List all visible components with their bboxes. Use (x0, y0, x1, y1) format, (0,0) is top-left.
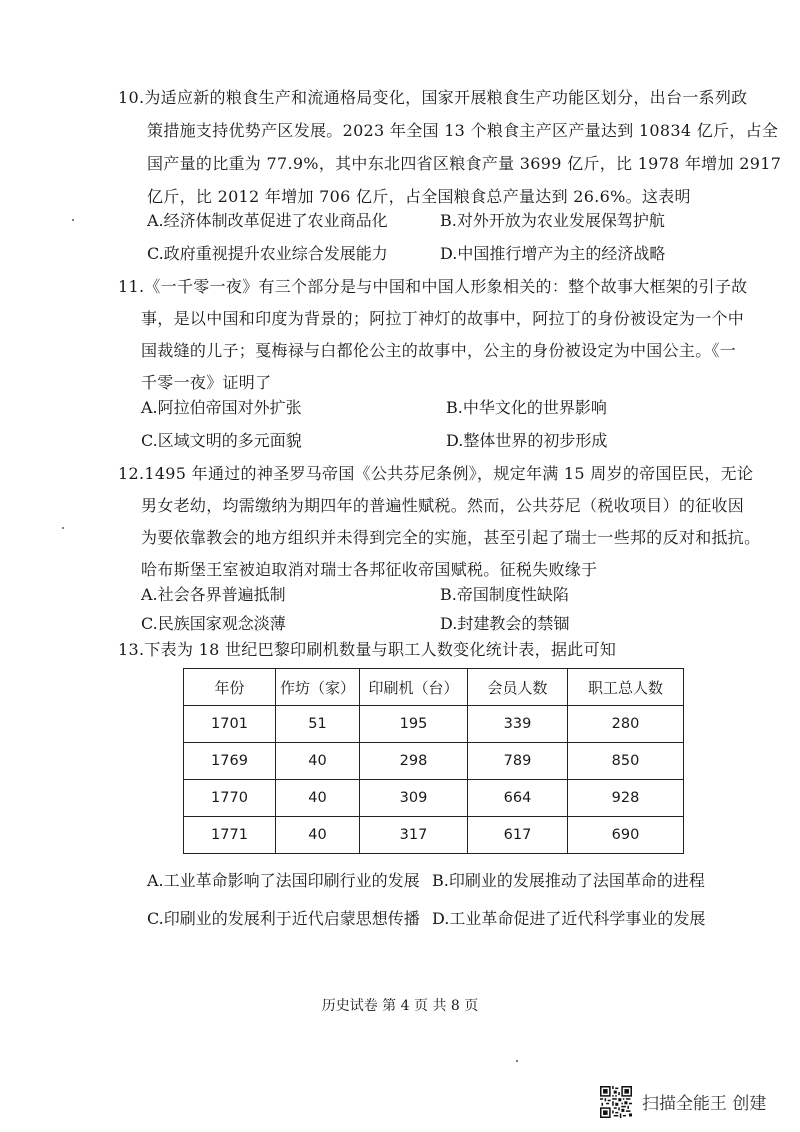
table-cell: 928 (568, 780, 684, 817)
q13-option-c: C.印刷业的发展利于近代启蒙思想传播 (147, 909, 420, 928)
q13-option-d: D.工业革命促进了近代科学事业的发展 (432, 909, 706, 928)
table-cell: 850 (568, 743, 684, 780)
q12-stem-line: 哈布斯堡王室被迫取消对瑞士各邦征收帝国赋税。征税失败缘于 (141, 560, 598, 579)
q10-option-a: A.经济体制改革促进了农业商品化 (147, 211, 388, 230)
q12-option-c: C.民族国家观念淡薄 (141, 614, 286, 633)
scan-speck (62, 527, 64, 529)
table-cell: 309 (360, 780, 468, 817)
q12-option-d: D.封建教会的禁锢 (440, 614, 570, 633)
q11-stem-line: 千零一夜》证明了 (141, 373, 272, 392)
q13-stem: 13.下表为 18 世纪巴黎印刷机数量与职工人数变化统计表，据此可知 (118, 640, 617, 659)
q10-option-b: B.对外开放为农业发展保驾护航 (440, 211, 665, 230)
table-header-row (184, 669, 684, 706)
q10-stem-line: 亿斤，比 2012 年增加 706 亿斤，占全国粮食总产量达到 26.6%。这表明 (147, 187, 691, 206)
table-cell: 1771 (184, 817, 276, 854)
table-cell: 617 (468, 817, 568, 854)
scanner-watermark-text: 扫描全能王 创建 (642, 1094, 767, 1114)
table-cell: 40 (276, 743, 360, 780)
table-cell: 664 (468, 780, 568, 817)
q11-option-d: D.整体世界的初步形成 (446, 431, 608, 450)
table-row (184, 743, 684, 780)
scan-speck (516, 1060, 518, 1062)
table-cell: 1769 (184, 743, 276, 780)
q10-option-c: C.政府重视提升农业综合发展能力 (147, 244, 388, 263)
table-cell: 40 (276, 817, 360, 854)
q10-stem-line: 策措施支持优势产区发展。2023 年全国 13 个粮食主产区产量达到 10834 亿斤，占全 (147, 121, 779, 140)
scan-speck (72, 219, 74, 221)
q10-stem-line: 国产量的比重为 77.9%，其中东北四省区粮食产量 3699 亿斤，比 1978 年增加 2917 (147, 154, 782, 173)
table-header-cell: 印刷机（台） (360, 669, 468, 706)
q11-stem-line: 国裁缝的儿子；戛梅禄与白都伦公主的故事中，公主的身份被设定为中国公主。《一 (141, 341, 737, 360)
q11-stem-line: 事，是以中国和印度为背景的；阿拉丁神灯的故事中，阿拉丁的身份被设定为一个中 (141, 309, 745, 328)
table-cell: 298 (360, 743, 468, 780)
table-header-cell: 年份 (184, 669, 276, 706)
q12-option-a: A.社会各界普遍抵制 (141, 585, 286, 604)
table-row (184, 706, 684, 743)
q12-stem-line: 12.1495 年通过的神圣罗马帝国《公共芬尼条例》，规定年满 15 周岁的帝国臣民，无论 (118, 464, 754, 483)
table-header-cell: 会员人数 (468, 669, 568, 706)
table-cell: 40 (276, 780, 360, 817)
table-cell: 339 (468, 706, 568, 743)
qr-code-icon (600, 1086, 632, 1118)
q13-option-a: A.工业革命影响了法国印刷行业的发展 (147, 871, 420, 890)
q11-stem-line: 11.《一千零一夜》有三个部分是与中国和中国人形象相关的：整个故事大框架的引子故 (118, 277, 748, 296)
q12-option-b: B.帝国制度性缺陷 (440, 585, 569, 604)
table-row (184, 780, 684, 817)
table-cell: 690 (568, 817, 684, 854)
table-header-cell: 作坊（家） (276, 669, 360, 706)
q11-option-a: A.阿拉伯帝国对外扩张 (141, 398, 302, 417)
table-cell: 317 (360, 817, 468, 854)
q11-option-c: C.区域文明的多元面貌 (141, 431, 302, 450)
q13-option-b: B.印刷业的发展推动了法国革命的进程 (432, 871, 705, 890)
table-cell: 51 (276, 706, 360, 743)
q10-stem-line: 10.为适应新的粮食生产和流通格局变化，国家开展粮食生产功能区划分，出台一系列政 (118, 88, 748, 107)
table-cell: 280 (568, 706, 684, 743)
table-cell: 789 (468, 743, 568, 780)
table-cell: 1770 (184, 780, 276, 817)
printing-stats-table (183, 668, 684, 854)
table-cell: 195 (360, 706, 468, 743)
q12-stem-line: 男女老幼，均需缴纳为期四年的普遍性赋税。然而，公共芬尼（税收项目）的征收因 (141, 496, 745, 515)
table-row (184, 817, 684, 854)
page-footer: 历史试卷 第 4 页 共 8 页 (321, 998, 479, 1014)
q10-option-d: D.中国推行增产为主的经济战略 (440, 244, 666, 263)
table-cell: 1701 (184, 706, 276, 743)
q12-stem-line: 为要依靠教会的地方组织并未得到完全的实施，甚至引起了瑞士一些邦的反对和抵抗。 (141, 528, 761, 547)
q11-option-b: B.中华文化的世界影响 (446, 398, 607, 417)
table-header-cell: 职工总人数 (568, 669, 684, 706)
